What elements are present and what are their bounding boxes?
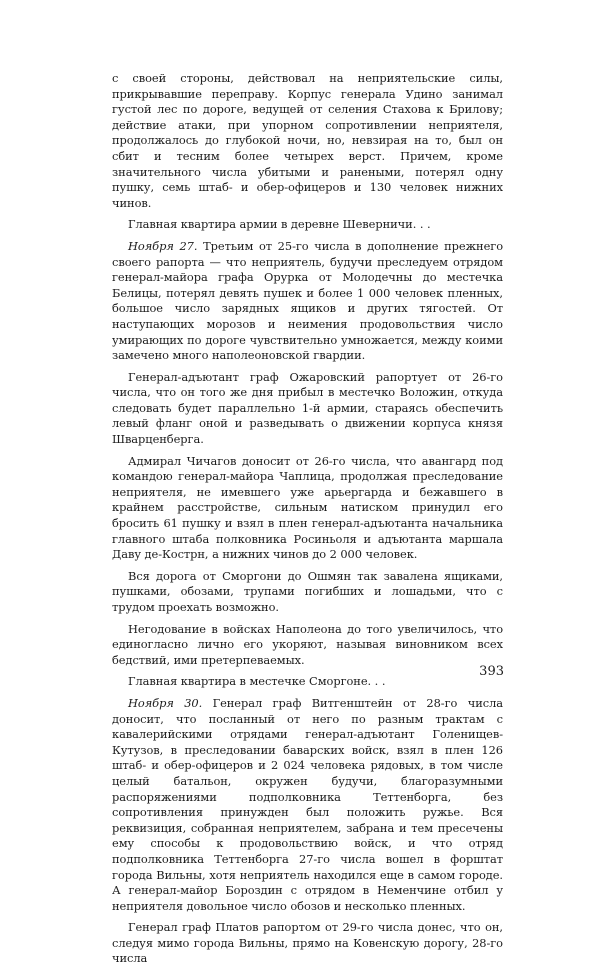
paragraph-10: Генерал граф Платов рапортом от 29-го числа донес, что он, следуя мимо города Вильны, прямо на Ковенскую дорогу, 28-го числа [112, 920, 503, 966]
page-number: 393 [479, 664, 504, 679]
paragraph-text: Третьим от 25-го числа в дополнение прежнего своего рапорта — что неприятель, будучи преследуем отрядом генерал-майора графа Орурка от Молодечны до местечка Белицы, потерял девять пушек и более 1 000 человек пленных, большое число зарядных ящиков и других тягостей. От наступающих морозов и неимения продовольствия число умирающих по дороге чувствительно умножается, между коими замечено много наполеоновской гвардии. [112, 238, 503, 363]
paragraph-7: Негодование в войсках Наполеона до того увеличилось, что единогласно лично его укоряют, называя виновником всех бедствий, ими претерпеваемых. [112, 621, 503, 667]
paragraph-3 [112, 239, 503, 364]
page-body [112, 71, 503, 973]
date-label: Ноября 27. [128, 238, 198, 253]
paragraph-2: Главная квартира армии в деревне Шеверничи. . . [128, 217, 431, 232]
date-label: Ноября 30. [128, 695, 203, 710]
paragraph-4: Генерал-адъютант граф Ожаровский рапортует от 26-го числа, что он того же дня прибыл в местечко Воложин, откуда следовать будет параллельно 1-й армии, стараясь обеспечить левый фланг оной и разведывать о движении корпуса князя Шварценберга. [112, 369, 503, 447]
paragraph-5: Адмирал Чичагов доносит от 26-го числа, что авангард под командою генерал-майора Чаплица, продолжая преследование неприятеля, не имевшего уже арьергарда и бежавшего в крайнем расстройстве, сильным натиском принудил его бросить 61 пушку и взял в плен генерал-адъютанта начальника главного штаба полковника Росиньоля и адъютанта маршала Даву де-Кострн, а нижних чинов до 2 000 человек. [112, 453, 503, 562]
paragraph-6: Вся дорога от Сморгони до Ошмян так завалена ящиками, пушками, обозами, трупами погибших и лошадьми, что с трудом проехать возможно. [112, 568, 503, 614]
paragraph-9 [112, 696, 503, 914]
paragraph-text: Генерал граф Витгенштейн от 28-го числа доносит, что посланный от него по разным трактам с кавалерийскими отрядами генерал-адъютант Голенищев-Кутузов, в преследовании баварских войск, взял в плен 126 штаб- и обер-офицеров и 2 024 человека рядовых, в том числе целый батальон, окружен будучи, благоразумными распоряжениями подполковника Теттенборга, без сопротивления принужден был положить ружье. Вся реквизиция, собранная неприятелем, забрана и тем пресечены ему способы к продовольствию войск, и что отряд подполковника Теттенборга 27-го числа вошел в форштат города Вильны, хотя неприятель находился еще в самом городе. А генерал-майор Бороздин с отрядом в Неменчине отбил у неприятеля довольное число обозов и несколько пленных. [112, 695, 503, 913]
paragraph-1: с своей стороны, действовал на неприятельские силы, прикрывавшие переправу. Корпус генерала Удино занимал густой лес по дороге, ведущей от селения Стахова к Брилову; действие атаки, при упорном сопротивлении неприятеля, продолжалось до глубокой ночи, но, невзирая на то, был он сбит и тесним более четырех верст. Причем, кроме значительного числа убитыми и ранеными, потерял одну пушку, семь штаб- и обер-офицеров и 130 человек нижних чинов. [112, 71, 503, 210]
paragraph-8: Главная квартира в местечке Сморгоне. . . [128, 674, 386, 689]
